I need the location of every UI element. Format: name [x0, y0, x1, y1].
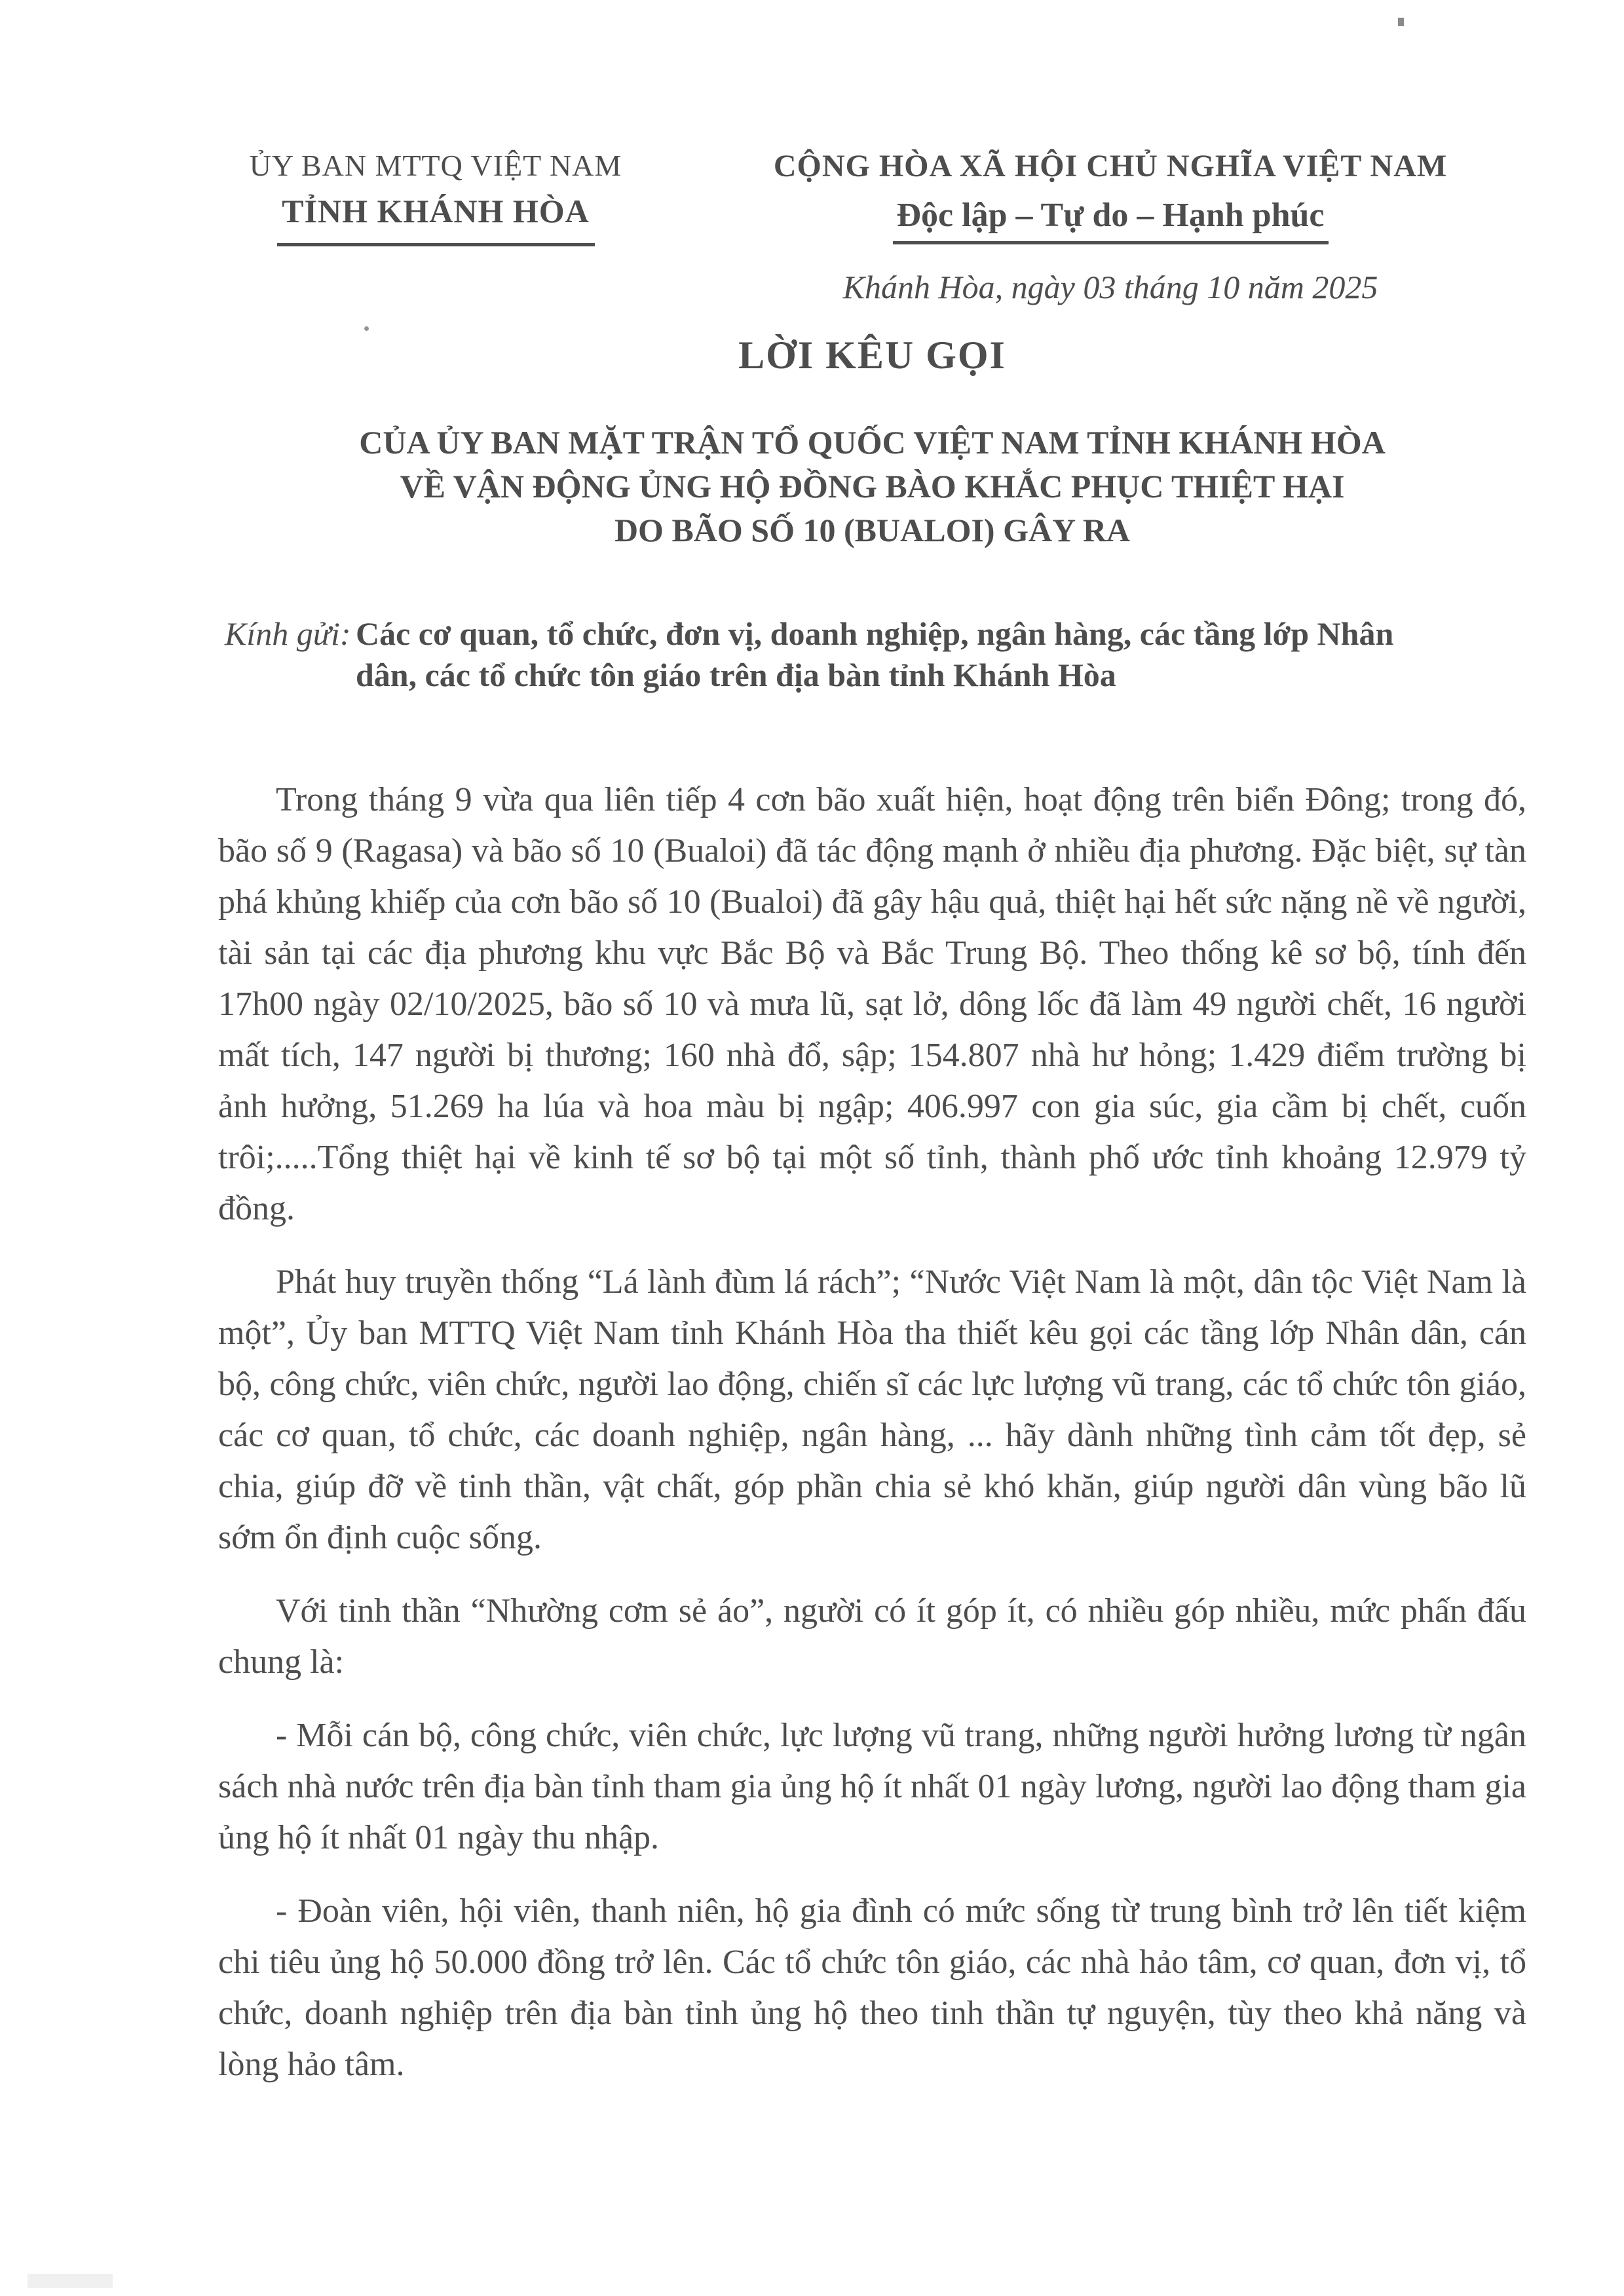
org-name: ỦY BAN MTTQ VIỆT NAM — [249, 149, 622, 182]
org-underline — [277, 243, 595, 246]
salutation-recipients: Các cơ quan, tổ chức, đơn vị, doanh nghiệp, ngân hàng, các tầng lớp Nhân dân, các tổ chức tôn giáo trên địa bàn tỉnh Khánh Hòa — [356, 615, 1394, 693]
salutation-label: Kính gửi: — [225, 615, 351, 652]
subtitle-line-2: VỀ VẬN ĐỘNG ỦNG HỘ ĐỒNG BÀO KHẮC PHỤC THIỆT HẠI — [400, 468, 1345, 505]
subtitle-line-1: CỦA ỦY BAN MẶT TRẬN TỔ QUỐC VIỆT NAM TỈNH KHÁNH HÒA — [359, 424, 1386, 461]
issuing-authority-block — [223, 148, 649, 246]
document-body — [218, 775, 1526, 2113]
org-unit: TỈNH KHÁNH HÒA — [282, 193, 590, 229]
body-paragraph: Với tinh thần “Nhường cơm sẻ áo”, người có ít góp ít, có nhiều góp nhiều, mức phấn đấu chung là: — [218, 1592, 1526, 1681]
body-paragraph: - Mỗi cán bộ, công chức, viên chức, lực lượng vũ trang, những người hưởng lương từ ngân sách nhà nước trên địa bàn tỉnh tham gia ủng hộ ít nhất 01 ngày lương, người lao động tham gia ủng hộ ít nhất 01 ngày thu nhập. — [218, 1717, 1526, 1856]
national-title: CỘNG HÒA XÃ HỘI CHỦ NGHĨA VIỆT NAM — [773, 149, 1448, 183]
place-date-line: Khánh Hòa, ngày 03 tháng 10 năm 2025 — [842, 269, 1378, 305]
scan-artifact-smudge — [28, 2274, 113, 2288]
body-paragraph: Phát huy truyền thống “Lá lành đùm lá rách”; “Nước Việt Nam là một, dân tộc Việt Nam là một”, Ủy ban MTTQ Việt Nam tỉnh Khánh Hòa tha thiết kêu gọi các tầng lớp Nhân dân, cán bộ, công chức, viên chức, người lao động, chiến sĩ các lực lượng vũ trang, các tổ chức tôn giáo, các cơ quan, tổ chức, các doanh nghiệp, ngân hàng, ... hãy dành những tình cảm tốt đẹp, sẻ chia, giúp đỡ về tinh thần, vật chất, góp phần chia sẻ khó khăn, giúp người dân vùng bão lũ sớm ổn định cuộc sống. — [218, 1263, 1526, 1556]
document-subtitle — [185, 421, 1559, 552]
body-paragraph: Trong tháng 9 vừa qua liên tiếp 4 cơn bão xuất hiện, hoạt động trên biển Đông; trong đó, bão số 9 (Ragasa) và bão số 10 (Bualoi) đã tác động mạnh ở nhiều địa phương. Đặc biệt, sự tàn phá khủng khiếp của cơn bão số 10 (Bualoi) đã gây hậu quả, thiệt hại hết sức nặng nề về người, tài sản tại các địa phương khu vực Bắc Bộ và Bắc Trung Bộ. Theo thống kê sơ bộ, tính đến 17h00 ngày 02/10/2025, bão số 10 và mưa lũ, sạt lở, dông lốc đã làm 49 người chết, 16 người mất tích, 147 người bị thương; 160 nhà đổ, sập; 154.807 nhà hư hỏng; 1.429 điểm trường bị ảnh hưởng, 51.269 ha lúa và hoa màu bị ngập; 406.997 con gia súc, gia cầm bị chết, cuốn trôi;.....Tổng thiệt hại về kinh tế sơ bộ tại một số tỉnh, thành phố ước tỉnh khoảng 12.979 tỷ đồng. — [218, 781, 1526, 1227]
scan-artifact-dot — [364, 326, 369, 331]
national-header-block — [714, 148, 1507, 306]
salutation — [225, 613, 1535, 696]
subtitle-line-3: DO BÃO SỐ 10 (BUALOI) GÂY RA — [614, 512, 1131, 548]
scan-artifact-mark — [1398, 18, 1404, 26]
body-paragraph: - Đoàn viên, hội viên, thanh niên, hộ gia đình có mức sống từ trung bình trở lên tiết kiệm chi tiêu ủng hộ 50.000 đồng trở lên. Các tổ chức tôn giáo, các nhà hảo tâm, cơ quan, đơn vị, tổ chức, doanh nghiệp trên địa bàn tỉnh ủng hộ theo tinh thần tự nguyện, tùy theo khả năng và lòng hảo tâm. — [218, 1892, 1526, 2083]
national-motto: Độc lập – Tự do – Hạnh phúc — [893, 196, 1329, 244]
document-title: LỜI KÊU GỌI — [738, 334, 1006, 377]
